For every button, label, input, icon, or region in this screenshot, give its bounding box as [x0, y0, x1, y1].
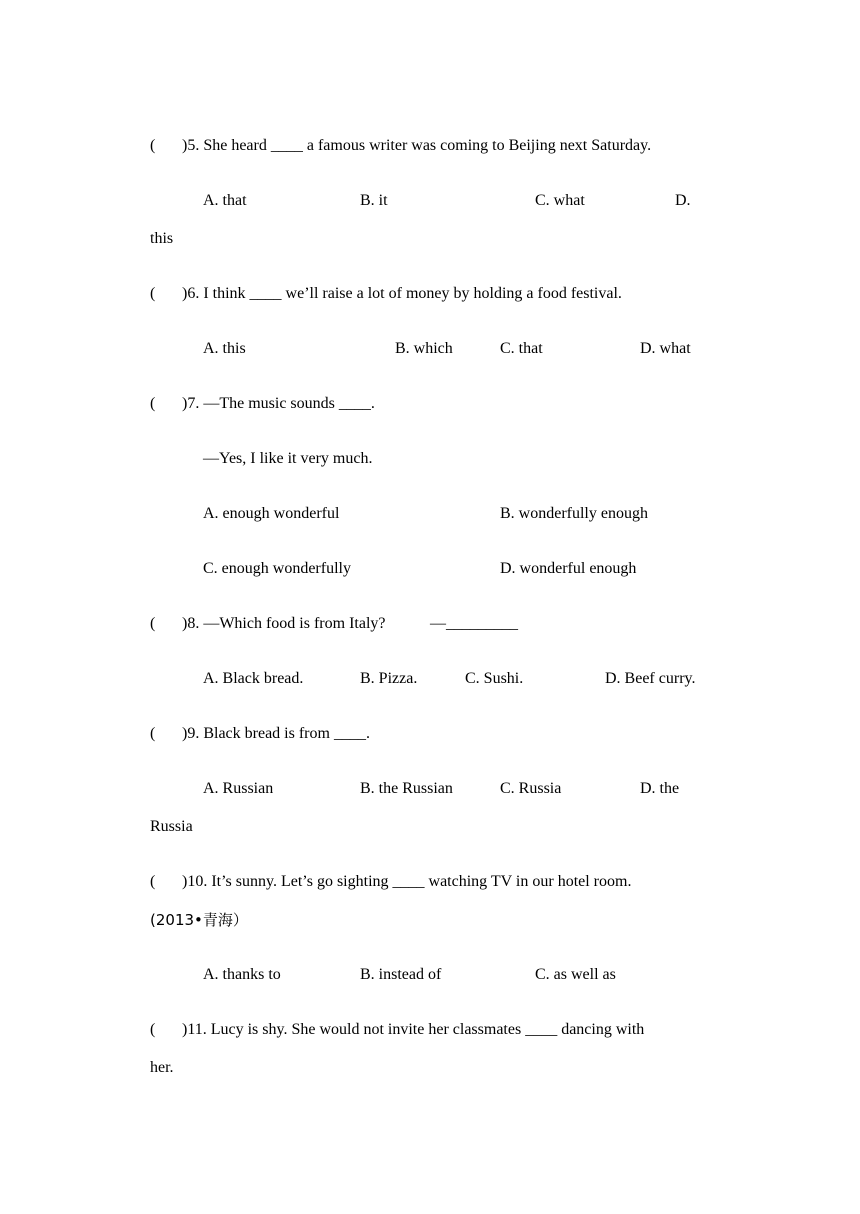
- question-stem: )11. Lucy is shy. She would not invite her classmates ____ dancing with: [182, 1021, 645, 1038]
- option-d-wrap: this: [150, 230, 174, 247]
- answer-paren: (: [150, 285, 156, 302]
- question-stem: )7. —The music sounds ____.: [182, 395, 375, 412]
- question-stem: )6. I think ____ we’ll raise a lot of money by holding a food festival.: [182, 285, 622, 302]
- option-d: D.: [675, 192, 691, 209]
- question-stem: )8. —Which food is from Italy?: [182, 615, 386, 632]
- option-a: A. Black bread.: [203, 670, 304, 687]
- question-stem: )10. It’s sunny. Let’s go sighting ____ watching TV in our hotel room.: [182, 873, 632, 890]
- option-b: B. Pizza.: [360, 670, 418, 687]
- option-c: C. Sushi.: [465, 670, 524, 687]
- option-b: B. wonderfully enough: [500, 505, 648, 522]
- option-c: C. Russia: [500, 780, 562, 797]
- option-b: B. the Russian: [360, 780, 453, 797]
- answer-paren: (: [150, 615, 156, 632]
- option-a: A. this: [203, 340, 246, 357]
- answer-blank: —_________: [430, 615, 518, 632]
- option-a: A. enough wonderful: [203, 505, 340, 522]
- option-c: C. enough wonderfully: [203, 560, 351, 577]
- answer-paren: (: [150, 873, 156, 890]
- dialogue-reply: —Yes, I like it very much.: [203, 450, 373, 467]
- answer-paren: (: [150, 137, 156, 154]
- answer-paren: (: [150, 1021, 156, 1038]
- question-stem: )9. Black bread is from ____.: [182, 725, 370, 742]
- option-d: D. the: [640, 780, 680, 797]
- answer-paren: (: [150, 725, 156, 742]
- option-d-wrap: Russia: [150, 818, 193, 835]
- option-b: B. it: [360, 192, 388, 209]
- option-c: C. what: [535, 192, 585, 209]
- option-a: A. Russian: [203, 780, 274, 797]
- option-b: B. which: [395, 340, 453, 357]
- question-stem: )5. She heard ____ a famous writer was coming to Beijing next Saturday.: [182, 137, 652, 154]
- option-a: A. that: [203, 192, 247, 209]
- option-c: C. that: [500, 340, 543, 357]
- option-d: D. Beef curry.: [605, 670, 696, 687]
- option-d: D. wonderful enough: [500, 560, 637, 577]
- question-source: (2013•青海）: [150, 911, 248, 929]
- option-c: C. as well as: [535, 966, 616, 983]
- option-d: D. what: [640, 340, 691, 357]
- option-a: A. thanks to: [203, 966, 281, 983]
- option-b: B. instead of: [360, 966, 442, 983]
- answer-paren: (: [150, 395, 156, 412]
- stem-wrap: her.: [150, 1059, 174, 1076]
